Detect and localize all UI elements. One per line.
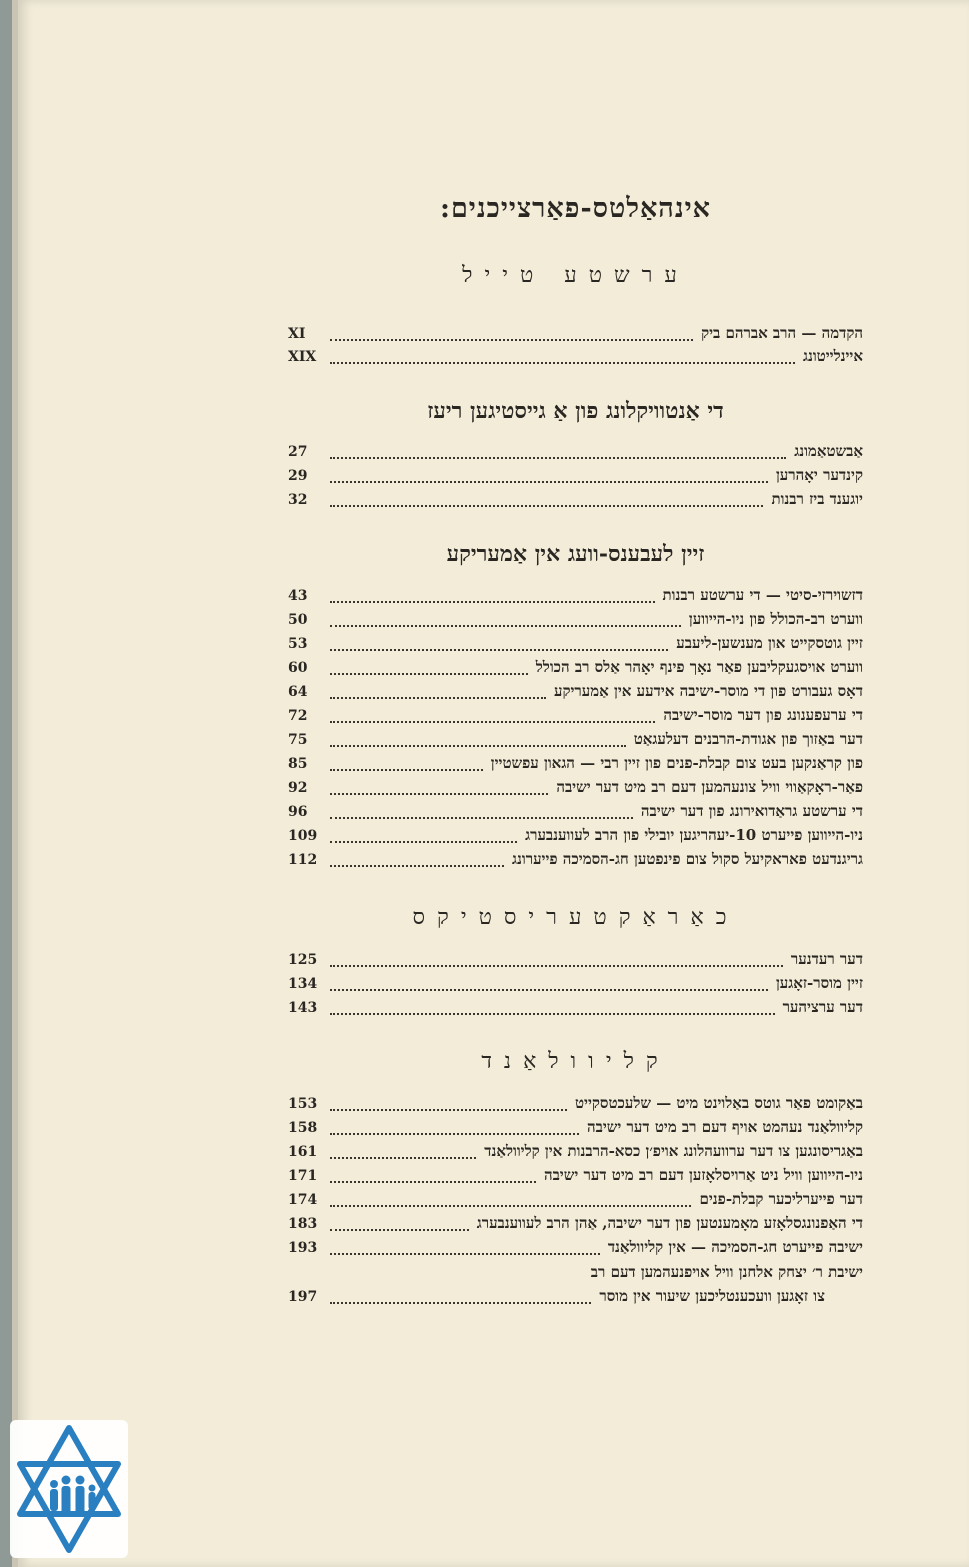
entry-title: באַגריסונגען צו דער ערוועהלונג אויפ׳ן כסא-הרבנות אין קליוולאַנד bbox=[484, 1142, 863, 1160]
toc-entry[interactable] bbox=[288, 752, 863, 776]
dot-leader bbox=[330, 601, 655, 603]
toc-entry[interactable] bbox=[288, 1212, 863, 1236]
dot-leader bbox=[330, 362, 795, 364]
toc-entry[interactable] bbox=[288, 824, 863, 848]
entry-title: די ערעפענונג פון דער מוסר-ישיבה bbox=[663, 706, 863, 724]
dot-leader bbox=[330, 989, 768, 991]
toc-entry[interactable] bbox=[288, 728, 863, 752]
toc-entry[interactable] bbox=[288, 848, 863, 872]
section-title: ערשטע טייל bbox=[462, 263, 689, 288]
dot-leader bbox=[330, 481, 768, 483]
entry-page-number: 197 bbox=[288, 1289, 318, 1305]
entry-title: פון קראַנקען בעט צום קבלת-פנים פון זיין רבי — הגאון עפשטיין bbox=[490, 754, 863, 772]
entry-title: אַבשטאַמונג bbox=[794, 442, 863, 460]
dot-leader bbox=[330, 697, 546, 699]
dot-leader bbox=[330, 1181, 536, 1183]
dot-leader bbox=[330, 1229, 469, 1231]
entry-page-number: 125 bbox=[288, 952, 318, 968]
section-title: זיין לעבענס-וועג אין אַמעריקע bbox=[446, 541, 705, 567]
entry-title: זיין מוסר-זאָגען bbox=[775, 974, 863, 992]
dot-leader bbox=[330, 1205, 691, 1207]
dot-leader bbox=[330, 1013, 775, 1015]
entry-page-number: 183 bbox=[288, 1216, 318, 1232]
entry-title: גריגנדעט פאראקיעל סקול צום פינפטען חג-הסמיכה פייערונג bbox=[512, 850, 863, 868]
entry-title: הקדמה — הרב אברהם ביק bbox=[701, 324, 863, 342]
book-page bbox=[18, 0, 969, 1567]
entry-page-number: 96 bbox=[288, 804, 308, 820]
entry-page-number: XI bbox=[288, 326, 306, 342]
star-of-david-family-logo-icon bbox=[10, 1420, 128, 1558]
toc-entry[interactable] bbox=[288, 1116, 863, 1140]
entry-title: דער באַזוך פון אגודת-הרבנים דעלעגאַט bbox=[633, 730, 863, 748]
entry-title-line2: צו זאָגען וועכענטליכען שיעור אין מוסר bbox=[599, 1287, 825, 1305]
dot-leader bbox=[330, 1253, 600, 1255]
entry-page-number: 29 bbox=[288, 468, 308, 484]
dot-leader bbox=[330, 673, 528, 675]
toc-entry[interactable] bbox=[288, 322, 863, 346]
entry-page-number: XIX bbox=[288, 349, 317, 365]
entry-title: קליוולאַנד נעהמט אויף דעם רב מיט דער ישיבה bbox=[586, 1118, 863, 1136]
entry-title: ווערט רב-הכולל פון ניו-הייווען bbox=[688, 610, 863, 628]
section-title: די אַנטוויקלונג פון אַ גייסטיגען ריעז bbox=[427, 398, 724, 424]
dot-leader bbox=[330, 339, 693, 341]
toc-entry[interactable] bbox=[288, 1140, 863, 1164]
entry-page-number: 75 bbox=[288, 732, 308, 748]
dot-leader bbox=[330, 505, 763, 507]
entry-page-number: 32 bbox=[288, 492, 308, 508]
entry-title: איינלייטונג bbox=[803, 347, 863, 365]
entry-page-number: 174 bbox=[288, 1192, 318, 1208]
toc-entry[interactable] bbox=[288, 776, 863, 800]
entry-page-number: 143 bbox=[288, 1000, 318, 1016]
entry-page-number: 92 bbox=[288, 780, 308, 796]
toc-entry[interactable] bbox=[288, 800, 863, 824]
entry-page-number: 60 bbox=[288, 660, 308, 676]
dot-leader bbox=[330, 1133, 579, 1135]
toc-entry[interactable] bbox=[288, 584, 863, 608]
section-title: כאַראַקטעריסטיקס bbox=[412, 905, 739, 930]
toc-entry[interactable] bbox=[288, 1092, 863, 1116]
dot-leader bbox=[330, 793, 548, 795]
entry-title: דער ערציהער bbox=[782, 998, 863, 1016]
entry-page-number: 53 bbox=[288, 636, 308, 652]
entry-title: באַקומט פאַר גוטס באַלוינט מיט — שלעכטסקייט bbox=[574, 1094, 863, 1112]
dot-leader bbox=[330, 865, 504, 867]
entry-title: פאַר-ראָקאַווי וויל צונעהמען דעם רב מיט דער ישיבה bbox=[556, 778, 863, 796]
dot-leader bbox=[330, 817, 633, 819]
entry-title: דאָס געבורט פון די מוסר-ישיבה אידעע אין אַמעריקע bbox=[553, 682, 863, 700]
entry-page-number: 171 bbox=[288, 1168, 318, 1184]
entry-page-number: 158 bbox=[288, 1120, 318, 1136]
entry-title: דזשוירזי-סיטי — די ערשטע רבנות bbox=[662, 586, 863, 604]
toc-entry[interactable] bbox=[288, 948, 863, 972]
toc-entry[interactable] bbox=[288, 1164, 863, 1188]
dot-leader bbox=[330, 965, 783, 967]
table-of-contents bbox=[288, 0, 863, 1567]
entry-page-number: 193 bbox=[288, 1240, 318, 1256]
entry-title: קינדער יאָהרען bbox=[775, 466, 863, 484]
dot-leader bbox=[330, 457, 786, 459]
entry-page-number: 85 bbox=[288, 756, 308, 772]
dot-leader bbox=[330, 649, 668, 651]
dot-leader bbox=[330, 841, 517, 843]
entry-page-number: 50 bbox=[288, 612, 308, 628]
entry-title: די ערשטע גראַדואירונג פון דער ישיבה bbox=[640, 802, 863, 820]
dot-leader bbox=[330, 1302, 591, 1304]
entry-title: דער רעדנער bbox=[790, 950, 863, 968]
entry-title: די האַפנונגסלאָזע מאָמענטען פון דער ישיבה, אַהן הרב לעווענבערג bbox=[476, 1214, 863, 1232]
dot-leader bbox=[330, 745, 626, 747]
toc-entry-multiline[interactable] bbox=[288, 1260, 863, 1309]
toc-entry[interactable] bbox=[288, 656, 863, 680]
entry-title: זיין גוטסקייט און מענשען-ליעבע bbox=[676, 634, 863, 652]
toc-entry[interactable] bbox=[288, 972, 863, 996]
toc-entry[interactable] bbox=[288, 632, 863, 656]
entry-title: ניו-הייווען וויל ניט אַרויסלאָזען דעם רב מיט דער ישיבה bbox=[543, 1166, 863, 1184]
toc-entry[interactable] bbox=[288, 680, 863, 704]
entry-title: ניו-הייווען פייערט 10-יעהריגען יובילי פון הרב לעווענבערג bbox=[525, 826, 863, 844]
entry-title: ווערט אויסגעקליבען פאַר נאָך פינף יאָהר אַלס רב הכולל bbox=[535, 658, 863, 676]
toc-entry[interactable] bbox=[288, 1236, 863, 1260]
entry-title-line1: ישיבת ר׳ יצחק אלחנן וויל אויפנעהמען דעם רב bbox=[590, 1263, 863, 1281]
entry-title: יוגענד ביז רבנות bbox=[771, 490, 863, 508]
entry-page-number: 112 bbox=[288, 852, 318, 868]
entry-title: ישיבה פייערט חג-הסמיכה — אין קליוולאַנד bbox=[607, 1238, 863, 1256]
entry-line2 bbox=[288, 1284, 825, 1309]
toc-entry[interactable] bbox=[288, 345, 863, 369]
dot-leader bbox=[330, 1157, 476, 1159]
entry-page-number: 72 bbox=[288, 708, 308, 724]
toc-entry[interactable] bbox=[288, 464, 863, 488]
toc-entry[interactable] bbox=[288, 704, 863, 728]
page-title: אינהאַלטס-פאַרצייכנים: bbox=[439, 193, 712, 224]
entry-page-number: 64 bbox=[288, 684, 308, 700]
entry-page-number: 43 bbox=[288, 588, 308, 604]
entry-title: דער פייערליכער קבלת-פנים bbox=[699, 1190, 863, 1208]
entry-page-number: 134 bbox=[288, 976, 318, 992]
toc-entry[interactable] bbox=[288, 1188, 863, 1212]
toc-entry[interactable] bbox=[288, 488, 863, 512]
toc-entry[interactable] bbox=[288, 440, 863, 464]
dot-leader bbox=[330, 625, 681, 627]
dot-leader bbox=[330, 769, 483, 771]
entry-page-number: 109 bbox=[288, 828, 318, 844]
entry-page-number: 161 bbox=[288, 1144, 318, 1160]
entry-page-number: 153 bbox=[288, 1096, 318, 1112]
toc-entry[interactable] bbox=[288, 996, 863, 1020]
toc-entry[interactable] bbox=[288, 608, 863, 632]
dot-leader bbox=[330, 721, 655, 723]
dot-leader bbox=[330, 1109, 567, 1111]
section-title: קליוולאַנד bbox=[481, 1049, 670, 1074]
entry-page-number: 27 bbox=[288, 444, 308, 460]
